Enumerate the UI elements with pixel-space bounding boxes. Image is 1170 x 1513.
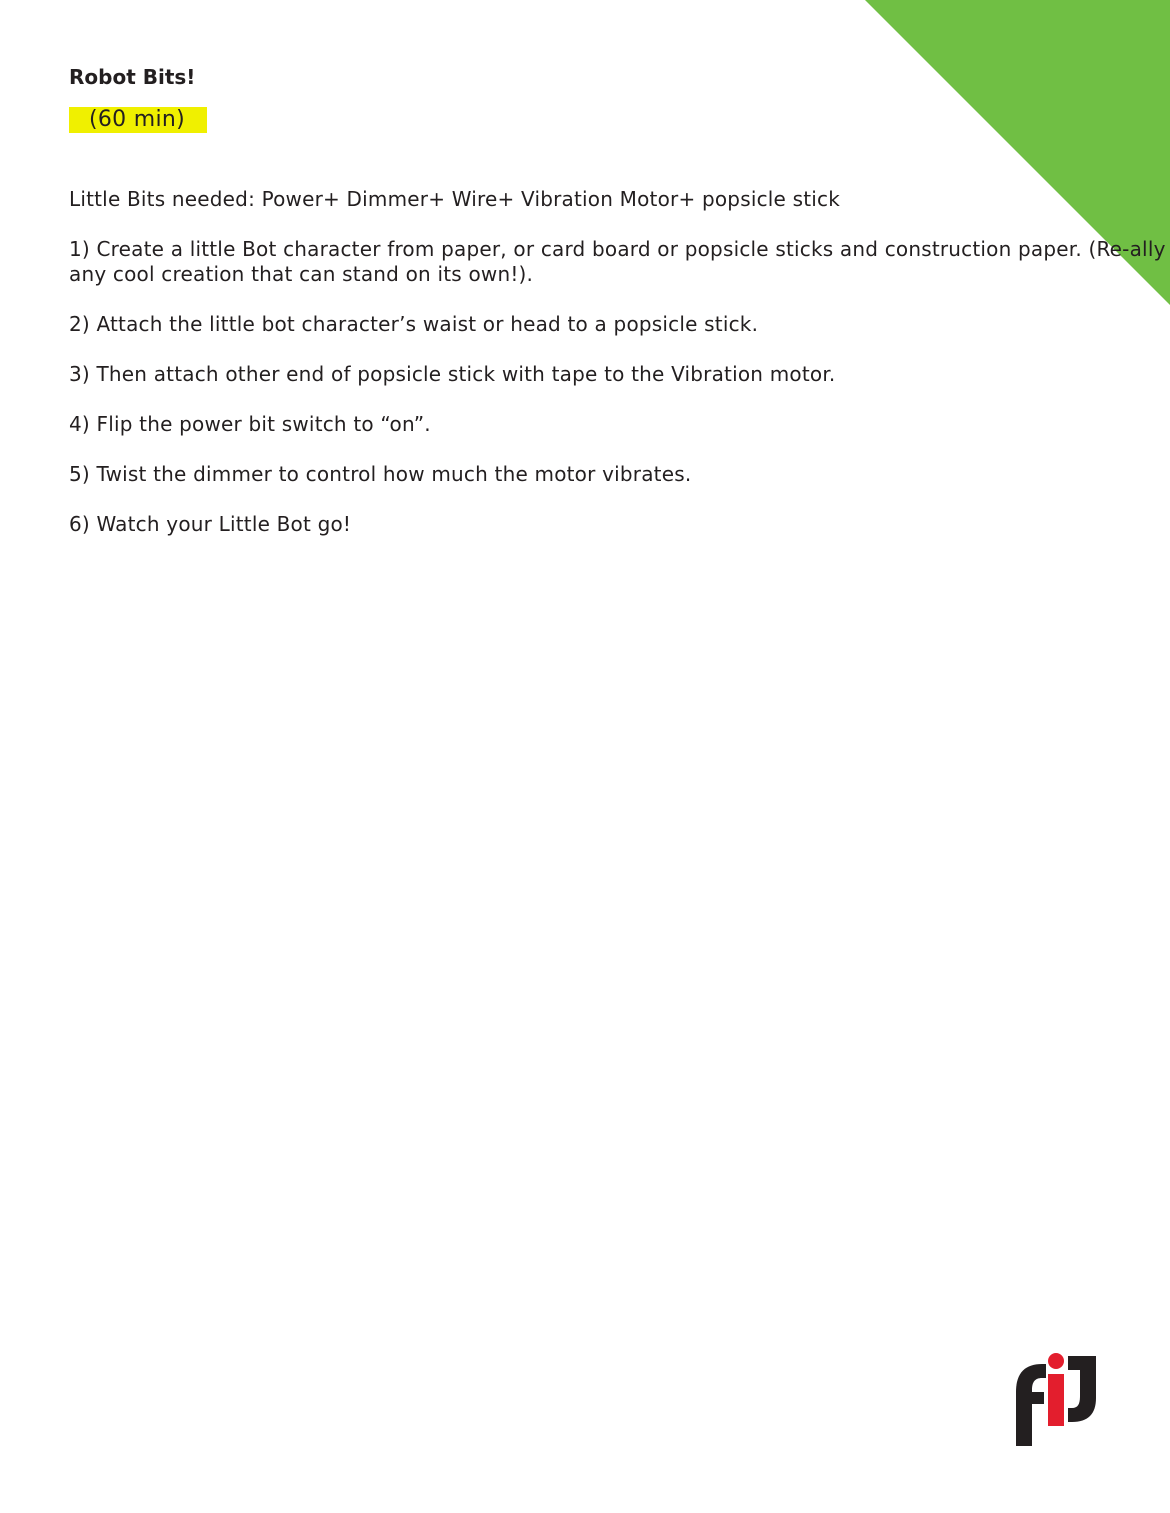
step-item: 2) Attach the little bot character’s waist or head to a popsicle stick. (69, 312, 759, 336)
logo-letter-t (1068, 1356, 1096, 1422)
step-item: 1) Create a little Bot character from paper, or card board or popsicle sticks and construction paper. (Re-ally any cool creation that can stand on its own!). (69, 237, 1166, 286)
logo-letter-i (1048, 1374, 1064, 1426)
bits-needed-text: Little Bits needed: Power+ Dimmer+ Wire+ Vibration Motor+ popsicle stick (69, 187, 840, 211)
step-item: 3) Then attach other end of popsicle stick with tape to the Vibration motor. (69, 362, 836, 386)
logo-letter-f (1016, 1364, 1046, 1446)
step-item: 5) Twist the dimmer to control how much the motor vibrates. (69, 462, 692, 486)
fit-logo-icon (1016, 1352, 1096, 1446)
activity-sheet (69, 64, 1169, 562)
logo-i-dot (1048, 1353, 1064, 1369)
steps-list (69, 237, 1169, 537)
page-title: Robot Bits! (69, 65, 196, 89)
duration-highlight: (60 min) (69, 107, 207, 133)
step-item: 6) Watch your Little Bot go! (69, 512, 352, 536)
step-item: 4) Flip the power bit switch to “on”. (69, 412, 431, 436)
